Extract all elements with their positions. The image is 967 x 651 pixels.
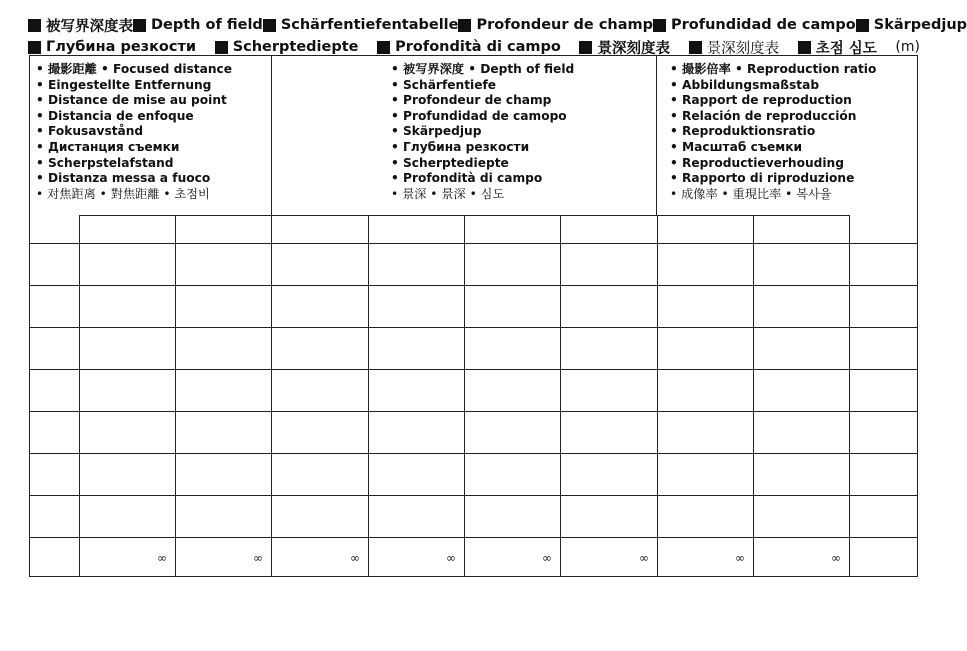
title-it: Profondità di campo	[377, 39, 561, 55]
depth-of-field-line: • Profundidad de camopo	[391, 108, 567, 123]
grid-row-line	[30, 411, 917, 412]
black-square-icon	[689, 41, 702, 54]
reproduction-ratio-line: • Reproductieverhouding	[670, 155, 844, 170]
unit-label: (m)	[895, 39, 920, 55]
grid-row-line	[30, 453, 917, 454]
grid-column-line	[368, 215, 369, 576]
title-de: Schärfentiefentabelle	[263, 17, 459, 33]
infinity-mark: ∞	[157, 551, 167, 565]
grid-column-line	[656, 56, 657, 215]
grid-row-line	[30, 537, 917, 538]
title-ja: 被写界深度表	[28, 15, 133, 36]
depth-of-field-line: • Schärfentiefe	[391, 77, 497, 92]
grid-column-line	[175, 215, 176, 576]
focused-distance-line: • Distanza messa a fuoco	[36, 171, 211, 186]
grid-row-line	[30, 243, 917, 244]
grid-row-line	[30, 495, 917, 496]
focused-distance-line: • Дистанция съемки	[36, 139, 180, 154]
grid-column-line	[753, 215, 754, 576]
black-square-icon	[215, 41, 228, 54]
title-ru: Глубина резкости	[28, 39, 196, 55]
header-row	[30, 56, 917, 215]
black-square-icon	[133, 19, 146, 32]
grid-column-line	[657, 215, 658, 576]
title-es: Profundidad de campo	[653, 17, 856, 33]
focused-distance-line: • Distance de mise au point	[36, 93, 227, 108]
reproduction-ratio-line: • 成像率 • 重現比率 • 복사율	[670, 186, 832, 201]
black-square-icon	[28, 41, 41, 54]
header-reproduction-ratio	[664, 56, 917, 215]
reproduction-ratio-line: • Масштаб съемки	[670, 139, 803, 154]
reproduction-ratio-line: • Rapport de reproduction	[670, 93, 852, 108]
table-titles	[28, 14, 967, 58]
title-sv: Skärpedjup	[856, 17, 967, 33]
depth-of-field-line: • Profondità di campo	[391, 171, 543, 186]
grid-row-line	[30, 369, 917, 370]
black-square-icon	[653, 19, 666, 32]
reproduction-ratio-line: • Rapporto di riproduzione	[670, 171, 855, 186]
grid-column-line	[79, 215, 80, 576]
black-square-icon	[579, 41, 592, 54]
title-en: Depth of field	[133, 17, 263, 33]
grid-column-line	[849, 215, 850, 576]
black-square-icon	[856, 19, 869, 32]
focused-distance-line: • 撮影距離 • Focused distance	[36, 62, 233, 76]
title-zh-tw: 景深刻度表	[689, 37, 780, 58]
grid-column-line	[464, 215, 465, 576]
title-line-1	[28, 14, 967, 36]
infinity-mark: ∞	[542, 551, 552, 565]
depth-of-field-line: • Глубина резкости	[391, 139, 530, 154]
title-zh-cn: 景深刻度表	[579, 37, 670, 58]
header-focused-distance	[30, 56, 271, 215]
reproduction-ratio-line: • Relación de reproducción	[670, 108, 857, 123]
header-depth-of-field	[385, 56, 655, 215]
infinity-mark: ∞	[831, 551, 841, 565]
black-square-icon	[798, 41, 811, 54]
focused-distance-line: • Distancia de enfoque	[36, 108, 194, 123]
reproduction-ratio-line: • 撮影倍率 • Reproduction ratio	[670, 62, 877, 76]
black-square-icon	[458, 19, 471, 32]
depth-of-field-line: • Profondeur de champ	[391, 93, 552, 108]
infinity-mark: ∞	[735, 551, 745, 565]
focused-distance-line: • Scherpstelafstand	[36, 155, 174, 170]
black-square-icon	[377, 41, 390, 54]
grid-column-line	[560, 215, 561, 576]
grid-column-line	[271, 56, 272, 215]
title-fr: Profondeur de champ	[458, 17, 653, 33]
focused-distance-line: • Fokusavstånd	[36, 124, 144, 139]
black-square-icon	[28, 19, 41, 32]
depth-of-field-line: • Scherptediepte	[391, 155, 509, 170]
reproduction-ratio-line: • Abbildungsmaßstab	[670, 77, 820, 92]
depth-of-field-table	[29, 55, 918, 577]
focused-distance-line: • Eingestellte Entfernung	[36, 77, 212, 92]
reproduction-ratio-line: • Reproduktionsratio	[670, 124, 816, 139]
depth-of-field-line: • 被写界深度 • Depth of field	[391, 62, 575, 76]
infinity-mark: ∞	[446, 551, 456, 565]
infinity-mark: ∞	[253, 551, 263, 565]
infinity-mark: ∞	[350, 551, 360, 565]
grid-row-line	[30, 285, 917, 286]
depth-of-field-line: • Skärpedjup	[391, 124, 482, 139]
infinity-mark: ∞	[639, 551, 649, 565]
grid-row-line	[30, 327, 917, 328]
grid-row-line	[79, 215, 849, 216]
title-nl: Scherptediepte	[215, 39, 359, 55]
grid-column-line	[271, 215, 272, 576]
title-ko: 초점 심도	[798, 37, 877, 58]
black-square-icon	[263, 19, 276, 32]
depth-of-field-line: • 景深 • 景深 • 심도	[391, 186, 505, 201]
focused-distance-line: • 对焦距离 • 對焦距離 • 초점비	[36, 186, 210, 201]
